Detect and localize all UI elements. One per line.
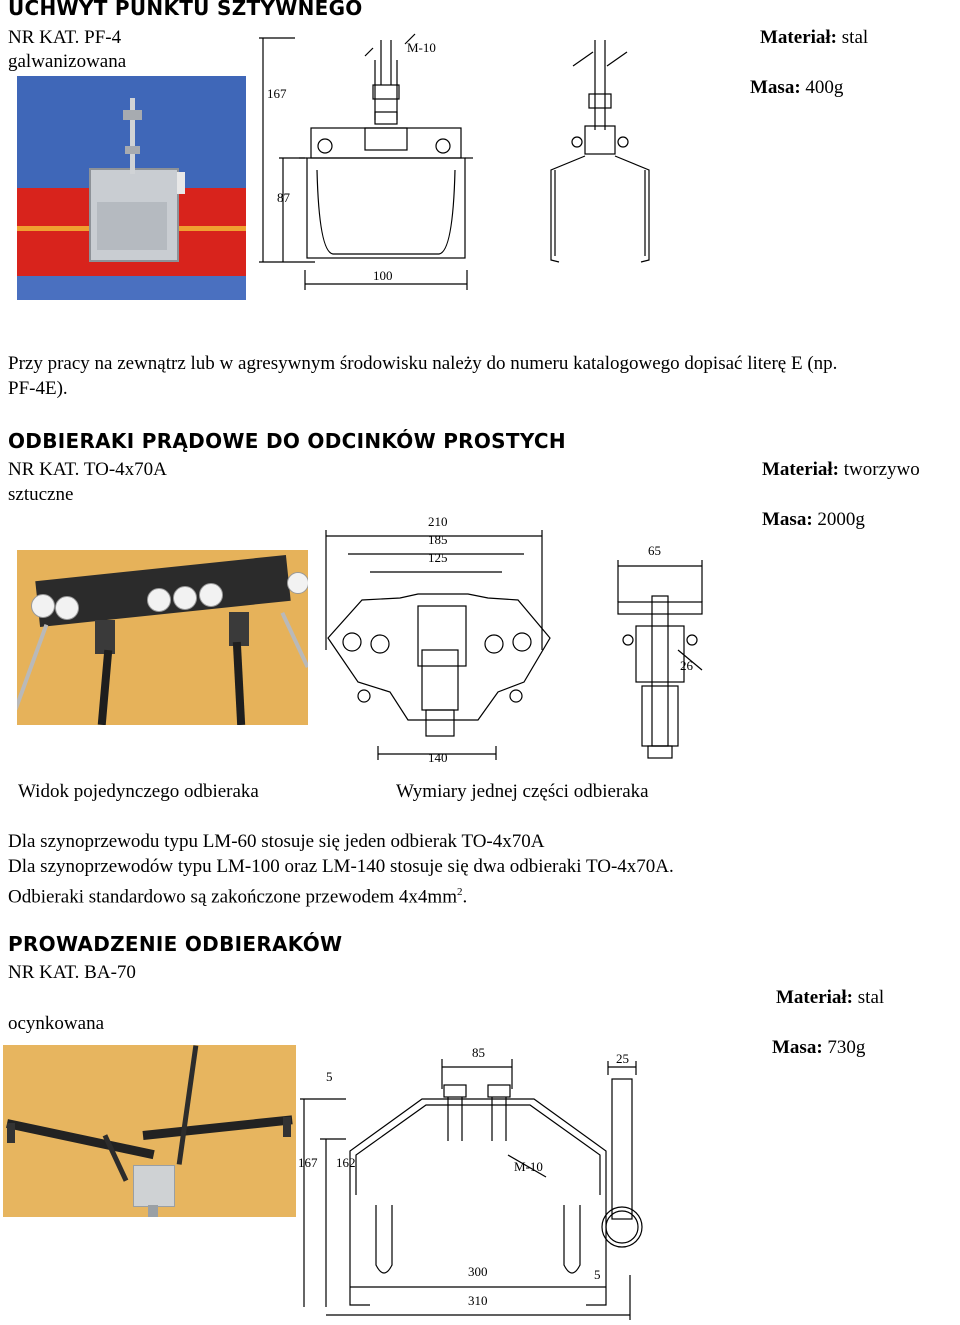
cable-note-end: . <box>462 886 468 908</box>
mass-label: Masa: <box>762 509 813 530</box>
dimension-185: 185 <box>428 532 448 547</box>
catalog-number: NR KAT. BA-70 <box>8 962 136 983</box>
technical-drawing-current-collector <box>318 510 708 770</box>
caption-collector-dimensions: Wymiary jednej części odbieraka <box>396 781 649 802</box>
material-label: Materiał: <box>760 27 838 48</box>
material-info <box>762 458 920 482</box>
material-info <box>776 986 884 1010</box>
product-photo-collector-guide <box>3 1045 296 1217</box>
dimension-85: 85 <box>472 1045 485 1060</box>
mass-value: 2000g <box>812 509 865 530</box>
mass-value: 730g <box>822 1037 866 1058</box>
section-title-rigid-hanger: UCHWYT PUNKTU SZTYWNEGO <box>8 0 363 20</box>
product-photo-current-collector <box>17 550 308 725</box>
mass-info <box>772 1036 865 1060</box>
section-title-collector-guide: PROWADZENIE ODBIERAKÓW <box>8 932 343 956</box>
section-title-current-collectors: ODBIERAKI PRĄDOWE DO ODCINKÓW PROSTYCH <box>8 429 566 453</box>
dimension-26: 26 <box>680 658 693 673</box>
catalog-number: NR KAT. TO-4x70A <box>8 459 167 480</box>
dimension-100: 100 <box>373 268 393 283</box>
catalog-number: NR KAT. PF-4 <box>8 27 122 48</box>
finish-text: sztuczne <box>8 484 74 505</box>
dimension-m10: M-10 <box>407 40 436 55</box>
dimension-310: 310 <box>468 1293 488 1308</box>
dimension-140: 140 <box>428 750 448 765</box>
dimension-162: 162 <box>336 1155 356 1170</box>
cable-note-text: Odbieraki standardowo są zakończone przewodem 4x4mm <box>8 886 457 908</box>
technical-drawing-collector-guide <box>296 1045 666 1320</box>
dimension-65: 65 <box>648 543 661 558</box>
mass-value: 400g <box>800 77 844 98</box>
dimension-167: 167 <box>267 86 287 101</box>
material-value: tworzywo <box>839 459 920 480</box>
dimension-87: 87 <box>277 190 290 205</box>
mass-label: Masa: <box>772 1037 823 1058</box>
dimension-m10: M-10 <box>514 1159 543 1174</box>
outdoor-note-line2: PF-4E). <box>8 378 68 399</box>
outdoor-note-line1: Przy pracy na zewnątrz lub w agresywnym środowisku należy do numeru katalogowego dopisać literę E (np. <box>8 353 838 374</box>
mass-info <box>762 508 865 532</box>
mass-label: Masa: <box>750 77 801 98</box>
dimension-210: 210 <box>428 514 448 529</box>
material-value: stal <box>837 27 869 48</box>
usage-line-lm60: Dla szynoprzewodu typu LM-60 stosuje się jeden odbierak TO-4x70A <box>8 831 545 852</box>
material-label: Materiał: <box>776 987 854 1008</box>
cable-note <box>8 880 467 909</box>
technical-drawing-rigid-hanger <box>255 30 675 300</box>
material-label: Materiał: <box>762 459 840 480</box>
dimension-125: 125 <box>428 550 448 565</box>
material-info <box>760 26 868 50</box>
material-value: stal <box>853 987 885 1008</box>
dimension-300: 300 <box>468 1264 488 1279</box>
product-photo-rigid-hanger <box>17 76 246 300</box>
caption-single-collector-view: Widok pojedynczego odbieraka <box>18 781 259 802</box>
usage-line-lm100-lm140: Dla szynoprzewodów typu LM-100 oraz LM-140 stosuje się dwa odbieraki TO-4x70A. <box>8 856 674 877</box>
dimension-5-bottom: 5 <box>594 1267 601 1282</box>
finish-text: galwanizowana <box>8 51 127 72</box>
dimension-25: 25 <box>616 1051 629 1066</box>
cable-note-superscript: 2 <box>457 886 463 898</box>
mass-info <box>750 76 843 100</box>
dimension-167: 167 <box>298 1155 318 1170</box>
finish-text: ocynkowana <box>8 1013 105 1034</box>
dimension-5-top: 5 <box>326 1069 333 1084</box>
